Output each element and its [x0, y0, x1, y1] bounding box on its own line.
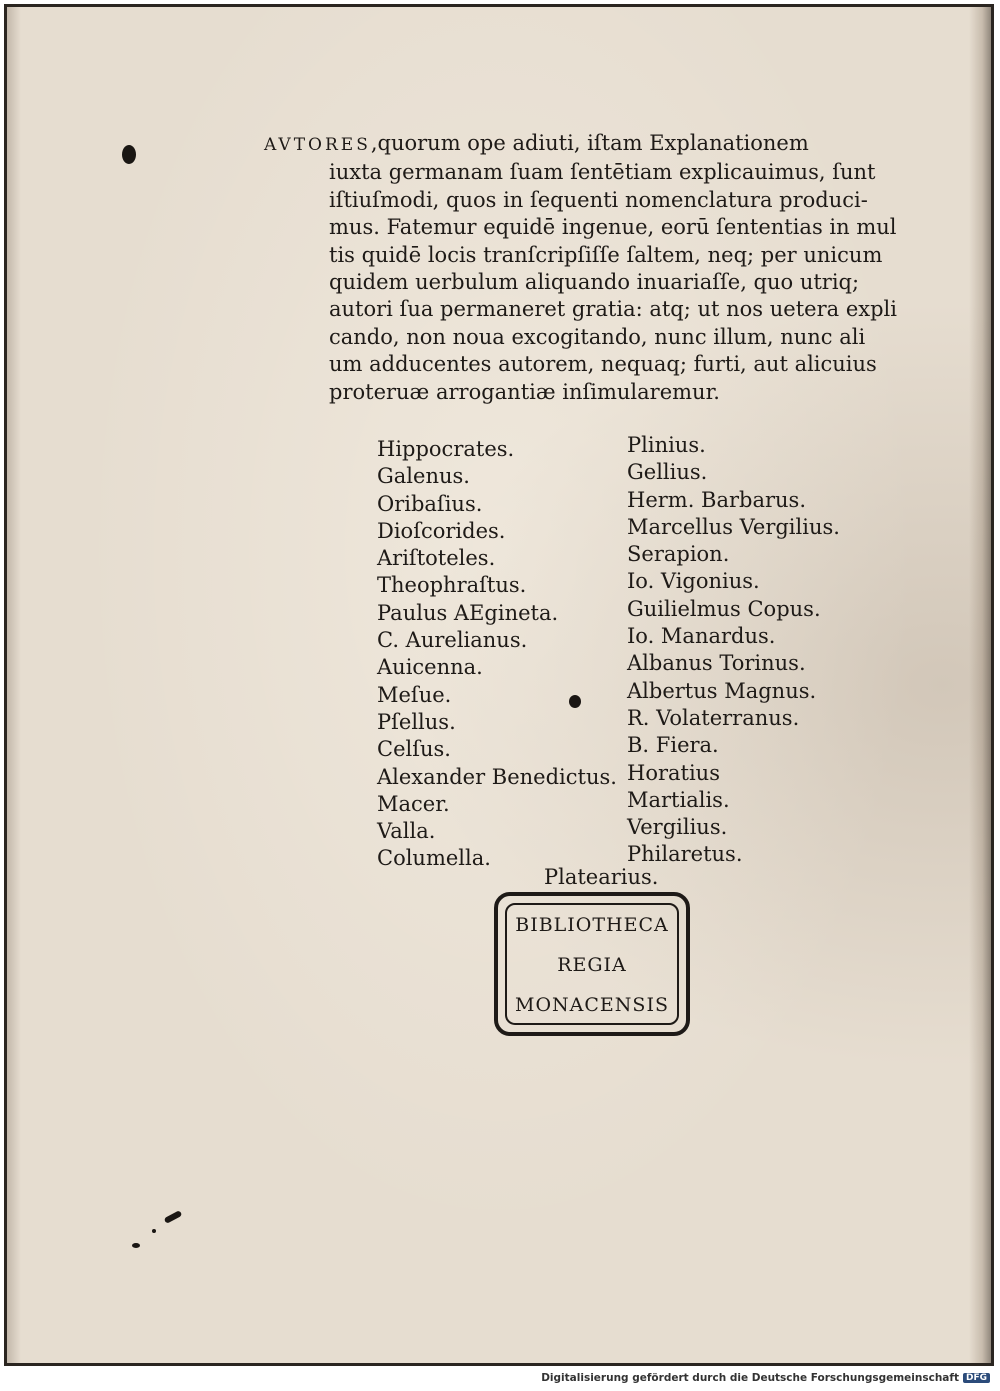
ink-mark-bottom-2	[132, 1243, 140, 1248]
author-name: C. Aurelianus.	[377, 628, 528, 653]
author-name: Horatius	[627, 760, 720, 785]
authors-list-right	[627, 432, 840, 869]
authors-list-left	[377, 436, 617, 873]
author-name: Martialis.	[627, 787, 730, 812]
author-name: Hippocrates.	[377, 437, 515, 461]
paragraph-line-8: cando, non noua excogitando, nunc illum, nunc ali	[329, 324, 866, 349]
stamp-line-2: REGIA	[557, 954, 627, 976]
paragraph-line-5: tis quidē locis tranſcripſiſſe ſaltem, neq; per unicum	[329, 242, 883, 267]
author-name: Dioſcorides.	[377, 518, 506, 543]
paragraph-line-9: um adducentes autorem, nequaq; furti, aut alicuius	[329, 352, 877, 377]
dfg-logo: DFG	[963, 1373, 990, 1383]
author-name: R. Volaterranus.	[627, 705, 800, 730]
intro-paragraph	[264, 130, 897, 406]
author-name: Auicenna.	[377, 655, 483, 680]
author-name: Oribaſius.	[377, 491, 483, 516]
paragraph-line-2: iuxta germanam ſuam ſentētiam explicauimus, ſunt	[329, 160, 876, 185]
ink-mark-bottom-1	[164, 1210, 183, 1224]
author-name: Herm. Barbarus.	[627, 487, 807, 512]
author-name: Meſue.	[377, 682, 452, 707]
author-name: B. Fiera.	[627, 733, 719, 758]
page-right-shadow	[969, 7, 991, 1363]
author-name: Albertus Magnus.	[627, 678, 817, 703]
author-name: Io. Vigonius.	[627, 569, 760, 594]
library-stamp	[494, 892, 690, 1036]
ink-mark-bottom-3	[152, 1229, 156, 1233]
author-name: Ariſtoteles.	[377, 546, 496, 571]
author-name: Valla.	[377, 819, 436, 844]
author-name: Gellius.	[627, 460, 708, 485]
paragraph-line-10: proteruæ arrogantiæ inſimularemur.	[329, 379, 720, 404]
credit-text: Digitalisierung gefördert durch die Deutsche Forschungsgemeinschaft	[541, 1372, 959, 1384]
author-name: Macer.	[377, 791, 450, 816]
digitization-credit	[541, 1372, 990, 1384]
page-left-shadow	[7, 7, 21, 1363]
paragraph-line-1: AVTORES,quorum ope adiuti, iſtam Explanationem	[264, 131, 809, 155]
author-name: Serapion.	[627, 542, 730, 567]
paragraph-line-7: autori ſua permaneret gratia: atq; ut nos uetera expli	[329, 297, 897, 322]
paragraph-line-4: mus. Fatemur equidē ingenue, eorū ſententias in mul	[329, 215, 897, 240]
scanned-page	[4, 4, 994, 1366]
author-name: Vergilius.	[627, 815, 728, 840]
ink-blot-left	[122, 145, 136, 164]
author-name: Galenus.	[377, 464, 470, 489]
author-name: Columella.	[377, 846, 491, 871]
author-name: Paulus AEgineta.	[377, 600, 559, 625]
author-name: Alexander Benedictus.	[377, 764, 617, 789]
author-name: Albanus Torinus.	[627, 651, 806, 676]
author-name: Marcellus Vergilius.	[627, 514, 840, 539]
stamp-line-3: MONACENSIS	[515, 994, 669, 1016]
author-name: Plinius.	[627, 433, 706, 457]
author-name: Celſus.	[377, 737, 451, 762]
paragraph-line-6: quidem uerbulum aliquando inuariaſſe, quo utriq;	[329, 270, 860, 295]
paragraph-lead-word: AVTORES	[264, 135, 371, 155]
stamp-line-1: BIBLIOTHECA	[515, 914, 669, 936]
author-name: Pſellus.	[377, 709, 456, 734]
author-name: Guilielmus Copus.	[627, 596, 821, 621]
last-author-name: Platearius.	[544, 865, 659, 889]
author-name: Philaretus.	[627, 842, 743, 867]
author-name: Theophraſtus.	[377, 573, 527, 598]
paragraph-line-3: iſtiuſmodi, quos in ſequenti nomenclatura produci-	[329, 187, 868, 212]
author-name: Io. Manardus.	[627, 624, 776, 649]
